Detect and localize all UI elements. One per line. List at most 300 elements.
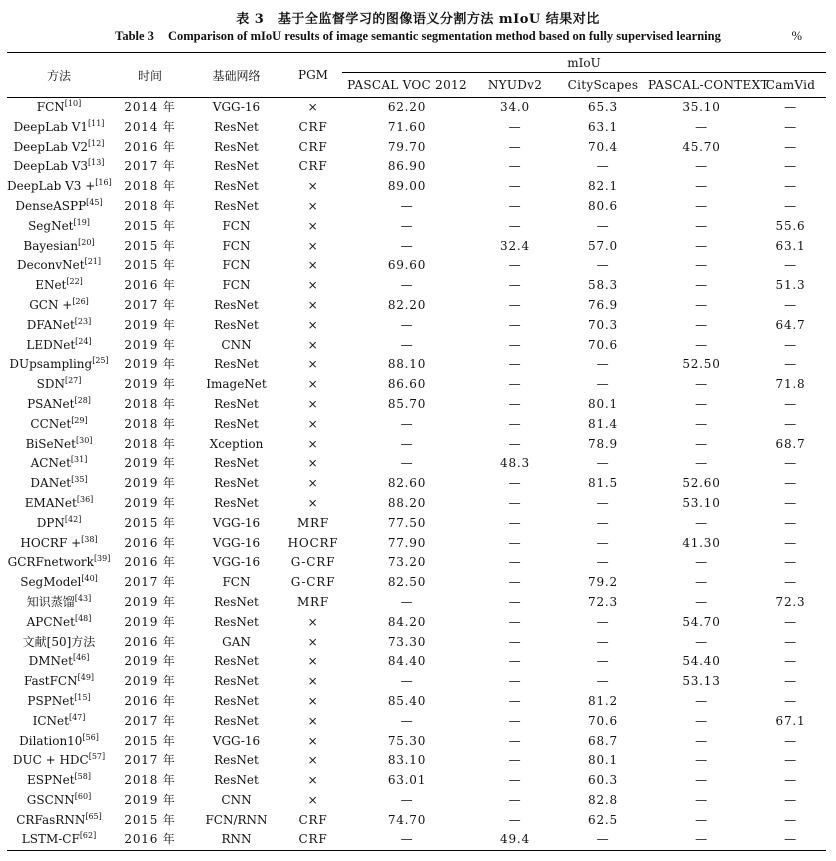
cell-method bbox=[7, 474, 111, 494]
method-name: ICNet bbox=[32, 713, 69, 728]
cell-year: 2016 年 bbox=[124, 634, 176, 649]
header-miou: mIoU bbox=[342, 53, 826, 73]
table-row bbox=[7, 98, 826, 118]
cell-cityscapes: 70.6 bbox=[588, 713, 618, 728]
cell-backbone: ResNet bbox=[214, 139, 259, 154]
table-row bbox=[7, 316, 826, 336]
cell-pascal-context: — bbox=[695, 218, 708, 233]
cell-camvid: — bbox=[784, 357, 797, 372]
cell-backbone: FCN bbox=[222, 258, 251, 273]
cell-year: 2019 年 bbox=[124, 476, 176, 491]
table-label: Table 3 bbox=[115, 29, 154, 43]
cell-cityscapes: 63.1 bbox=[588, 119, 618, 134]
cell-nyudv2: 49.4 bbox=[472, 830, 558, 850]
cell-pgm: HOCRF bbox=[287, 535, 339, 550]
header-pgm: PGM bbox=[284, 53, 342, 98]
reference-number: [60] bbox=[74, 791, 92, 801]
method-name: PSANet bbox=[27, 396, 75, 411]
reference-number: [47] bbox=[68, 712, 86, 722]
header-dataset-nyudv2: NYUDv2 bbox=[472, 73, 558, 98]
table-row bbox=[7, 652, 826, 672]
cell-method bbox=[7, 355, 111, 375]
reference-number: [27] bbox=[64, 376, 82, 386]
cell-nyudv2: 48.3 bbox=[500, 456, 530, 471]
method-name: APCNet bbox=[26, 614, 75, 629]
cell-cityscapes: — bbox=[596, 159, 610, 174]
cell-pascal-voc: 88.20 bbox=[387, 495, 427, 510]
cell-year: 2016 年 bbox=[124, 278, 176, 293]
table-title: Comparison of mIoU results of image semantic segmentation method based on fully supervised learning bbox=[167, 29, 721, 43]
cell-backbone: Xception bbox=[209, 436, 264, 451]
cell-camvid: — bbox=[784, 674, 797, 689]
reference-number: [11] bbox=[88, 118, 105, 128]
cell-method bbox=[7, 316, 111, 336]
header-dataset-pascal-voc: PASCAL VOC 2012 bbox=[342, 73, 472, 98]
cell-year: 2017 年 bbox=[124, 753, 176, 768]
method-name: CCNet bbox=[30, 416, 72, 431]
cell-pascal-context: — bbox=[695, 377, 708, 392]
cell-backbone: VGG-16 bbox=[212, 733, 261, 748]
reference-number: [56] bbox=[82, 732, 99, 742]
cell-pascal-voc: 84.40 bbox=[387, 654, 427, 669]
cell-pascal-context: 53.10 bbox=[682, 495, 721, 510]
table-caption-english bbox=[0, 29, 836, 44]
cell-cityscapes: 70.3 bbox=[588, 317, 618, 332]
table-row bbox=[7, 395, 826, 415]
cell-pascal-voc: 62.20 bbox=[387, 100, 427, 114]
table-row bbox=[7, 573, 826, 593]
cell-pascal-context: — bbox=[695, 337, 708, 352]
cell-pascal-voc: 77.90 bbox=[387, 535, 427, 550]
reference-number: [31] bbox=[70, 455, 88, 465]
cell-pascal-context: — bbox=[695, 634, 708, 649]
cell-year: 2018 年 bbox=[124, 436, 176, 451]
cell-camvid: 67.1 bbox=[775, 713, 806, 728]
cell-pgm: × bbox=[307, 179, 319, 194]
cell-backbone: VGG-16 bbox=[212, 535, 261, 550]
cell-year: 2019 年 bbox=[124, 317, 176, 332]
method-name: SDN bbox=[36, 377, 65, 392]
cell-year: 2019 年 bbox=[124, 337, 176, 352]
cell-cityscapes: 70.6 bbox=[588, 337, 618, 352]
method-name: DeepLab V3 + bbox=[7, 179, 96, 194]
cell-camvid: — bbox=[784, 297, 797, 312]
cell-pgm: × bbox=[307, 476, 319, 491]
cell-pascal-voc: — bbox=[400, 594, 414, 609]
cell-nyudv2: — bbox=[508, 614, 522, 629]
cell-pgm: × bbox=[307, 753, 319, 768]
cell-pgm: × bbox=[307, 693, 319, 708]
method-name: BiSeNet bbox=[25, 436, 76, 451]
cell-year: 2018 年 bbox=[124, 773, 176, 788]
cell-method bbox=[7, 118, 111, 138]
cell-pgm: × bbox=[307, 713, 319, 728]
cell-pascal-context: — bbox=[695, 159, 708, 174]
table-row bbox=[7, 118, 826, 138]
cell-pgm: × bbox=[307, 436, 319, 451]
cell-pascal-context: 54.70 bbox=[682, 614, 721, 629]
cell-camvid: — bbox=[784, 139, 797, 154]
table-row bbox=[7, 197, 826, 217]
cell-year: 2014 年 bbox=[124, 119, 176, 134]
cell-method bbox=[7, 276, 111, 296]
table-row bbox=[7, 771, 826, 791]
cell-nyudv2: — bbox=[508, 654, 522, 669]
cell-cityscapes: — bbox=[596, 555, 610, 570]
cell-pascal-voc: 85.40 bbox=[387, 693, 427, 708]
cell-year: 2015 年 bbox=[124, 258, 176, 273]
cell-pascal-voc: 73.20 bbox=[387, 555, 427, 570]
cell-pascal-voc: 84.20 bbox=[387, 614, 427, 629]
cell-year: 2015 年 bbox=[124, 812, 176, 827]
cell-cityscapes: 81.5 bbox=[588, 476, 618, 491]
cell-pascal-context: — bbox=[695, 753, 708, 768]
cell-pascal-voc: — bbox=[400, 238, 414, 253]
method-name: DeepLab V1 bbox=[13, 119, 88, 134]
reference-number: [10] bbox=[64, 99, 82, 108]
cell-pascal-voc: 73.30 bbox=[387, 634, 427, 649]
cell-method bbox=[7, 415, 111, 435]
cell-pgm: G-CRF bbox=[290, 555, 336, 570]
cell-camvid: — bbox=[784, 812, 797, 827]
table-row bbox=[7, 355, 826, 375]
table-row bbox=[7, 791, 826, 811]
cell-pascal-context: — bbox=[695, 555, 708, 570]
cell-pgm: × bbox=[307, 416, 319, 431]
table-row bbox=[7, 157, 826, 177]
cell-pgm: × bbox=[307, 278, 319, 293]
cell-pgm: CRF bbox=[298, 139, 328, 154]
cell-pascal-context: — bbox=[695, 317, 708, 332]
cell-nyudv2: — bbox=[508, 693, 522, 708]
table-row bbox=[7, 415, 826, 435]
cell-cityscapes: 70.4 bbox=[588, 139, 618, 154]
cell-pascal-voc: 79.70 bbox=[387, 139, 427, 154]
method-name: DenseASPP bbox=[15, 198, 87, 213]
table-row bbox=[7, 474, 826, 494]
table-row bbox=[7, 435, 826, 455]
cell-cityscapes: — bbox=[596, 357, 610, 372]
cell-pgm: × bbox=[307, 495, 319, 510]
cell-camvid: — bbox=[784, 396, 797, 411]
cell-nyudv2: — bbox=[508, 357, 522, 372]
cell-method bbox=[7, 514, 111, 534]
cell-pascal-context: — bbox=[648, 830, 755, 850]
cell-method bbox=[7, 197, 111, 217]
cell-pascal-context: — bbox=[695, 733, 708, 748]
cell-backbone: ResNet bbox=[214, 297, 259, 312]
cell-nyudv2: — bbox=[508, 555, 522, 570]
cell-year: 2017 年 bbox=[124, 159, 176, 174]
cell-backbone: ResNet bbox=[214, 693, 259, 708]
cell-method bbox=[7, 98, 111, 118]
cell-backbone: ResNet bbox=[214, 456, 259, 471]
cell-cityscapes: — bbox=[558, 830, 648, 850]
cell-pgm: × bbox=[307, 218, 319, 233]
cell-nyudv2: — bbox=[508, 396, 522, 411]
table-row bbox=[7, 296, 826, 316]
cell-year: 2019 年 bbox=[124, 654, 176, 669]
cell-pascal-voc: 63.01 bbox=[387, 773, 427, 788]
cell-cityscapes: 65.3 bbox=[588, 100, 618, 114]
cell-pgm: × bbox=[307, 773, 319, 788]
reference-number: [43] bbox=[74, 593, 92, 603]
cell-backbone: ImageNet bbox=[206, 377, 267, 392]
cell-pascal-voc: 89.00 bbox=[387, 179, 427, 194]
cell-pascal-voc: 88.10 bbox=[387, 357, 427, 372]
cell-nyudv2: — bbox=[508, 515, 522, 530]
cell-pascal-voc: — bbox=[400, 337, 414, 352]
cell-cityscapes: — bbox=[596, 218, 610, 233]
cell-pgm: × bbox=[307, 396, 319, 411]
method-name: Dilation10 bbox=[19, 733, 83, 748]
cell-pascal-context: — bbox=[695, 456, 708, 471]
cell-method bbox=[7, 712, 111, 732]
cell-pgm: MRF bbox=[296, 594, 330, 609]
cell-method bbox=[7, 395, 111, 415]
cell-year: 2019 年 bbox=[124, 594, 176, 609]
cell-camvid: — bbox=[784, 495, 797, 510]
cell-year: 2018 年 bbox=[124, 198, 176, 213]
cell-method bbox=[7, 494, 111, 514]
cell-year: 2014 年 bbox=[124, 100, 176, 114]
cell-pascal-voc: 71.60 bbox=[387, 119, 427, 134]
cell-nyudv2: — bbox=[508, 258, 522, 273]
cell-camvid: 64.7 bbox=[775, 317, 806, 332]
reference-number: [58] bbox=[74, 772, 91, 782]
cell-camvid: — bbox=[755, 830, 826, 850]
cell-pascal-voc: — bbox=[400, 792, 414, 807]
cell-backbone: CNN bbox=[221, 792, 252, 807]
cell-backbone: CNN bbox=[221, 337, 252, 352]
table-row bbox=[7, 177, 826, 197]
cell-pascal-context: 45.70 bbox=[682, 139, 721, 154]
cell-camvid: — bbox=[784, 575, 797, 590]
cell-pascal-context: — bbox=[695, 238, 708, 253]
cell-nyudv2: — bbox=[508, 198, 522, 213]
method-name: SegModel bbox=[20, 575, 82, 590]
method-name: DeepLab V3 bbox=[13, 159, 88, 174]
cell-pascal-context: 35.10 bbox=[682, 100, 721, 114]
cell-year: 2019 年 bbox=[124, 674, 176, 689]
method-name: EMANet bbox=[24, 495, 77, 510]
reference-number: [20] bbox=[78, 237, 95, 247]
method-name: DANet bbox=[30, 476, 72, 491]
table-row bbox=[7, 217, 826, 237]
cell-cityscapes: 82.1 bbox=[588, 179, 618, 194]
cell-method bbox=[7, 375, 111, 395]
cell-pgm: × bbox=[307, 377, 319, 392]
cell-pascal-context: — bbox=[695, 119, 708, 134]
cell-nyudv2: — bbox=[508, 535, 522, 550]
cell-pascal-voc: — bbox=[342, 830, 472, 850]
cell-cityscapes: — bbox=[596, 614, 610, 629]
cell-backbone: ResNet bbox=[214, 476, 259, 491]
cell-camvid: — bbox=[784, 535, 797, 550]
reference-number: [15] bbox=[74, 692, 91, 702]
reference-number: [12] bbox=[88, 138, 105, 148]
cell-pgm: × bbox=[307, 317, 319, 332]
cell-cityscapes: 80.1 bbox=[588, 396, 618, 411]
cell-year: 2019 年 bbox=[124, 456, 176, 471]
header-year: 时间 bbox=[111, 53, 189, 98]
method-name: Bayesian bbox=[23, 238, 79, 253]
cell-camvid: — bbox=[784, 119, 797, 134]
cell-camvid: — bbox=[784, 555, 797, 570]
method-name: ENet bbox=[35, 278, 67, 293]
cell-backbone: ResNet bbox=[214, 159, 259, 174]
header-method: 方法 bbox=[7, 53, 111, 98]
method-name: DFANet bbox=[26, 317, 75, 332]
cell-camvid: — bbox=[784, 198, 797, 213]
cell-nyudv2: — bbox=[508, 159, 522, 174]
cell-method bbox=[7, 217, 111, 237]
cell-cityscapes: 72.3 bbox=[588, 594, 618, 609]
cell-camvid: 55.6 bbox=[775, 218, 806, 233]
cell-pascal-voc: 85.70 bbox=[387, 396, 427, 411]
cell-cityscapes: 81.2 bbox=[588, 693, 618, 708]
cell-method bbox=[7, 672, 111, 692]
cell-camvid: — bbox=[784, 654, 797, 669]
cell-pascal-voc: — bbox=[400, 317, 414, 332]
cell-pascal-context: 41.30 bbox=[682, 535, 721, 550]
table-row bbox=[7, 732, 826, 752]
reference-number: [46] bbox=[72, 653, 90, 663]
cell-pascal-context: — bbox=[695, 693, 708, 708]
cell-camvid: 68.7 bbox=[775, 436, 806, 451]
cell-camvid: 51.3 bbox=[775, 278, 806, 293]
method-name: DeconvNet bbox=[16, 258, 85, 273]
cell-nyudv2: — bbox=[508, 476, 522, 491]
cell-year: 2016 年 bbox=[124, 139, 176, 154]
table-row bbox=[7, 633, 826, 653]
reference-number: [28] bbox=[74, 395, 91, 405]
table-body bbox=[7, 98, 826, 851]
cell-nyudv2: — bbox=[508, 119, 522, 134]
cell-pgm: × bbox=[307, 634, 319, 649]
reference-number: [16] bbox=[95, 178, 112, 188]
cell-backbone: ResNet bbox=[214, 198, 259, 213]
cell-year: 2015 年 bbox=[124, 218, 176, 233]
reference-number: [26] bbox=[72, 296, 89, 306]
cell-backbone: FCN bbox=[222, 238, 251, 253]
cell-nyudv2: — bbox=[508, 733, 522, 748]
cell-method bbox=[7, 573, 111, 593]
cell-cityscapes: 68.7 bbox=[588, 733, 618, 748]
reference-number: [24] bbox=[75, 336, 92, 346]
cell-method bbox=[7, 751, 111, 771]
cell-camvid: — bbox=[784, 733, 797, 748]
table-row bbox=[7, 751, 826, 771]
reference-number: [62] bbox=[79, 831, 97, 841]
reference-number: [25] bbox=[92, 356, 109, 366]
cell-nyudv2: — bbox=[508, 179, 522, 194]
cell-method bbox=[7, 553, 111, 573]
cell-camvid: — bbox=[784, 614, 797, 629]
cell-year: 2015 年 bbox=[124, 238, 176, 253]
cell-cityscapes: — bbox=[596, 515, 610, 530]
cell-nyudv2: — bbox=[508, 218, 522, 233]
cell-pgm: × bbox=[307, 792, 319, 807]
cell-pascal-context: 54.40 bbox=[682, 654, 721, 669]
reference-number: [65] bbox=[85, 811, 102, 821]
cell-backbone: ResNet bbox=[214, 713, 259, 728]
cell-pascal-voc: 82.50 bbox=[387, 575, 427, 590]
cell-cityscapes: — bbox=[596, 654, 610, 669]
table-row bbox=[7, 237, 826, 257]
cell-nyudv2: — bbox=[508, 753, 522, 768]
cell-pascal-voc: — bbox=[400, 218, 414, 233]
cell-method bbox=[7, 237, 111, 257]
table-row bbox=[7, 692, 826, 712]
cell-method bbox=[7, 435, 111, 455]
cell-year: 2016 年 bbox=[124, 693, 176, 708]
cell-cityscapes: 57.0 bbox=[588, 238, 618, 253]
cell-pascal-context: — bbox=[695, 297, 708, 312]
cell-year: 2019 年 bbox=[124, 357, 176, 372]
cell-cityscapes: 79.2 bbox=[588, 575, 618, 590]
cell-camvid: — bbox=[784, 416, 797, 431]
method-name: SegNet bbox=[28, 218, 74, 233]
cell-pascal-context: — bbox=[695, 773, 708, 788]
cell-backbone: ResNet bbox=[214, 654, 259, 669]
method-name: DeepLab V2 bbox=[13, 139, 88, 154]
reference-number: [19] bbox=[73, 217, 90, 227]
cell-pascal-voc: — bbox=[400, 674, 414, 689]
cell-pgm: × bbox=[307, 674, 319, 689]
cell-cityscapes: 60.3 bbox=[588, 773, 618, 788]
cell-year: 2017 年 bbox=[124, 575, 176, 590]
reference-number: [35] bbox=[71, 475, 88, 485]
cell-pascal-context: — bbox=[695, 416, 708, 431]
cell-cityscapes: 76.9 bbox=[588, 297, 618, 312]
cell-nyudv2: — bbox=[508, 713, 522, 728]
cell-camvid: — bbox=[784, 159, 797, 174]
method-name: LSTM-CF bbox=[21, 832, 80, 847]
cell-pascal-context: — bbox=[695, 278, 708, 293]
cell-nyudv2: — bbox=[508, 436, 522, 451]
cell-backbone: FCN bbox=[222, 278, 251, 293]
cell-backbone: GAN bbox=[222, 634, 251, 649]
cell-method bbox=[7, 296, 111, 316]
cell-pascal-context: 52.60 bbox=[682, 476, 721, 491]
cell-pascal-voc: 69.60 bbox=[387, 258, 427, 273]
cell-method bbox=[7, 613, 111, 633]
cell-pascal-voc: — bbox=[400, 456, 414, 471]
cell-backbone: FCN bbox=[222, 575, 251, 590]
cell-method bbox=[7, 177, 111, 197]
cell-pgm: × bbox=[307, 456, 319, 471]
table-row bbox=[7, 336, 826, 356]
cell-cityscapes: 78.9 bbox=[588, 436, 618, 451]
cell-pgm: MRF bbox=[296, 515, 330, 530]
table-row bbox=[7, 534, 826, 554]
cell-method bbox=[7, 138, 111, 158]
cell-cityscapes: — bbox=[596, 456, 610, 471]
method-name: ACNet bbox=[30, 456, 71, 471]
reference-number: [22] bbox=[66, 277, 83, 287]
cell-pascal-voc: 82.20 bbox=[387, 297, 427, 312]
cell-year: 2019 年 bbox=[124, 614, 176, 629]
cell-backbone: FCN/RNN bbox=[205, 812, 268, 827]
cell-nyudv2: — bbox=[508, 773, 522, 788]
cell-nyudv2: — bbox=[508, 297, 522, 312]
cell-camvid: 71.8 bbox=[775, 377, 806, 392]
cell-method bbox=[7, 336, 111, 356]
cell-pascal-voc: 82.60 bbox=[387, 476, 427, 491]
method-name: FastFCN bbox=[23, 674, 78, 689]
cell-backbone: ResNet bbox=[214, 396, 259, 411]
